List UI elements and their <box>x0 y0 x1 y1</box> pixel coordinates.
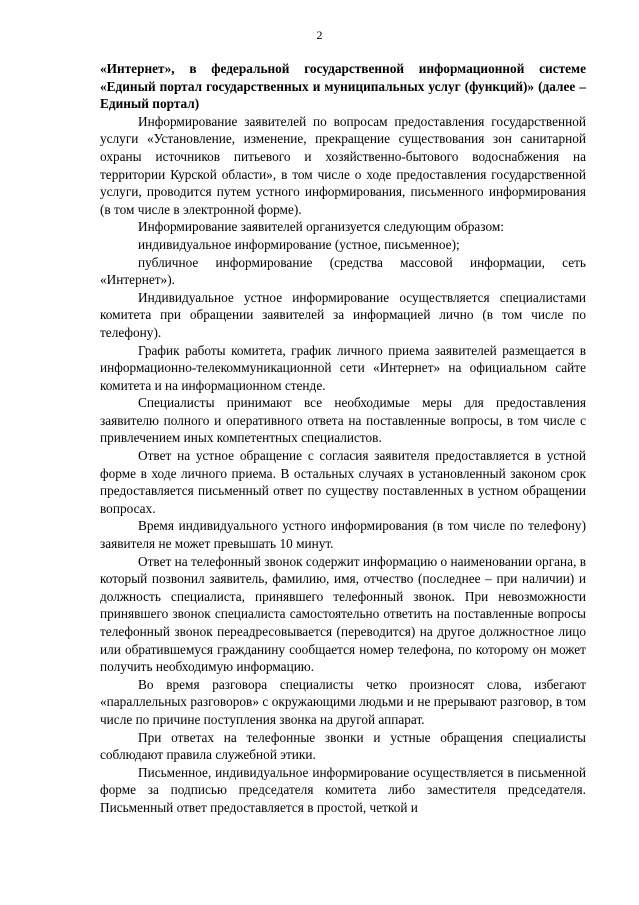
paragraph: публичное информирование (средства массовой информации, сеть «Интернет»). <box>100 254 586 288</box>
paragraph: индивидуальное информирование (устное, письменное); <box>138 236 460 252</box>
paragraph: Ответ на устное обращение с согласия заявителя предоставляется в устной форме в ходе личного приема. В остальных случаях в установленный законом срок предоставляется письменный ответ по существу поставленных в устном обращении вопросах. <box>100 448 586 516</box>
paragraph: Индивидуальное устное информирование осуществляется специалистами комитета при обращении заявителей за информацией лично (в том числе по телефону). <box>100 289 586 340</box>
paragraph: Время индивидуального устного информирования (в том числе по телефону) заявителя не может превышать 10 минут. <box>100 518 586 552</box>
paragraph: Во время разговора специалисты четко произносят слова, избегают «параллельных разговоров» с окружающими людьми и не прерывают разговор, в том числе по причине поступления звонка на другой аппарат. <box>100 676 586 727</box>
paragraph: График работы комитета, график личного приема заявителей размещается в информационно-телекоммуникационной сети «Интернет» на официальном сайте комитета и на информационном стенде. <box>100 342 586 393</box>
paragraph: Письменное, индивидуальное информирование осуществляется в письменной форме за подписью председателя комитета либо заместителя председателя. Письменный ответ предоставляется в простой, четкой и <box>100 764 586 815</box>
paragraph: Информирование заявителей по вопросам предоставления государственной услуги «Установление, изменение, прекращение существования зон санитарной охраны источников питьевого и хозяйственно-бытового водоснабжения на территории Курской области», в том числе о ходе предоставления государственной услуги, проводится путем устного информирования, письменного информирования (в том числе в электронной форме). <box>100 113 586 217</box>
paragraph: Специалисты принимают все необходимые меры для предоставления заявителю полного и оперативного ответа на поставленные вопросы, в том числе с привлечением иных компетентных специалистов. <box>100 395 586 446</box>
document-body <box>100 60 586 817</box>
paragraph-portal-title: «Интернет», в федеральной государственной информационной системе «Единый портал государственных и муниципальных услуг (функций)» (далее – Единый портал) <box>100 61 586 112</box>
paragraph: Информирование заявителей организуется следующим образом: <box>138 219 504 235</box>
paragraph: При ответах на телефонные звонки и устные обращения специалисты соблюдают правила служебной этики. <box>100 729 586 763</box>
page-number: 2 <box>316 28 323 42</box>
paragraph: Ответ на телефонный звонок содержит информацию о наименовании органа, в который позвонил заявитель, фамилию, имя, отчество (последнее – при наличии) и должность специалиста, принявшего телефонный звонок. При невозможности принявшего звонок специалиста самостоятельно ответить на поставленные вопросы телефонный звонок переадресовывается (переводится) на другое должностное лицо или обратившемуся гражданину сообщается номер телефона, по которому он может получить необходимую информацию. <box>100 553 586 675</box>
